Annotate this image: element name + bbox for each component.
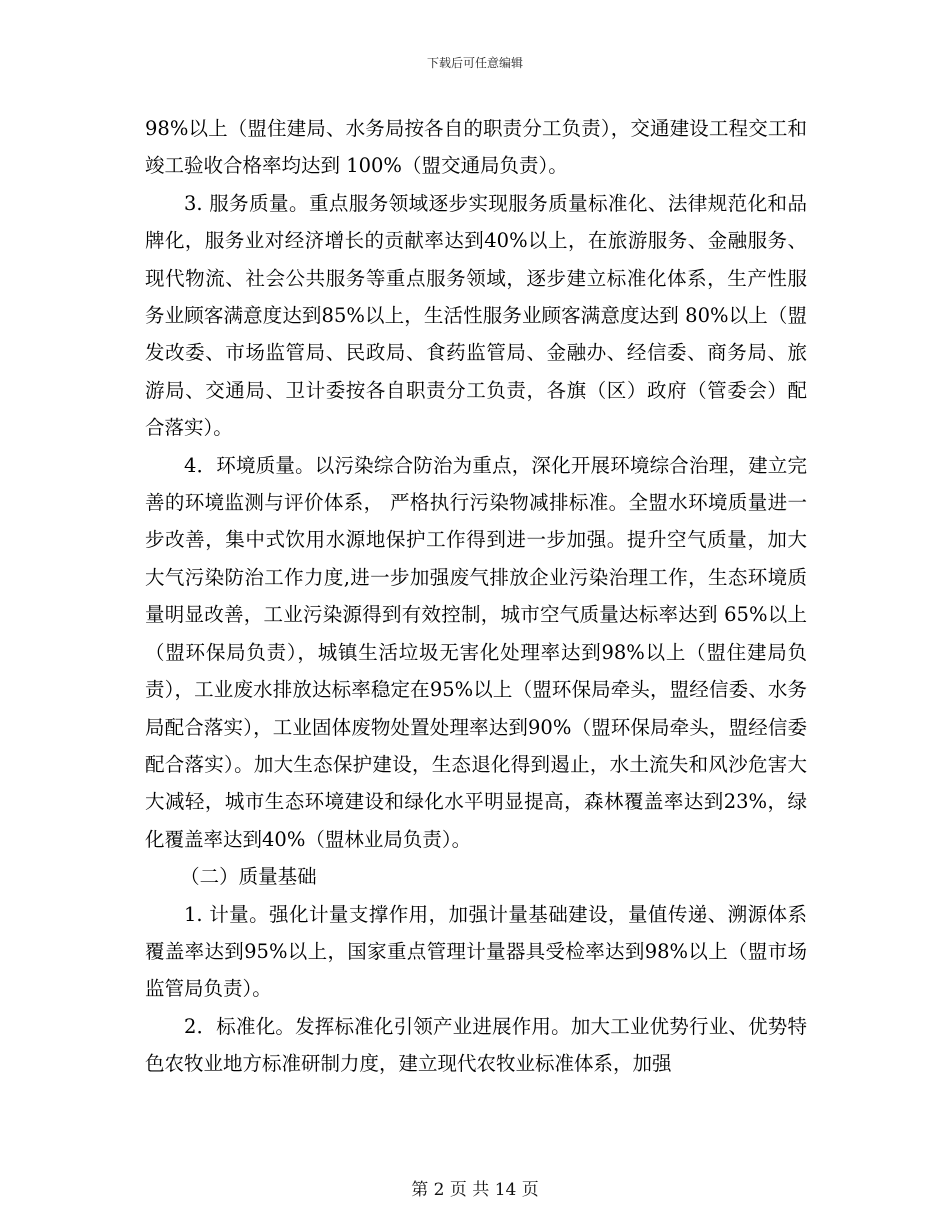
paragraph-continuation: 98%以上（盟住建局、水务局按各自的职责分工负责），交通建设工程交工和竣工验收合格率均达到 100%（盟交通局负责）。 (145, 117, 807, 178)
paragraph-metrology: 1. 计量。强化计量支撑作用，加强计量基础建设，量值传递、溯源体系覆盖率达到95%以上，国家重点管理计量器具受检率达到98%以上（盟市场监管局负责）。 (145, 902, 807, 1001)
paragraph-service-quality: 3. 服务质量。重点服务领域逐步实现服务质量标准化、法律规范化和品牌化，服务业对经济增长的贡献率达到40%以上，在旅游服务、金融服务、现代物流、社会公共服务等重点服务领域，逐步建立标准化体系，生产性服务业顾客满意度达到85%以上，生活性服务业顾客满意度达到 80%以上（盟发改委、市场监管局、民政局、食药监管局、金融办、经信委、商务局、旅游局、交通局、卫计委按各自职责分工负责，各旗（区）政府（管委会）配合落实）。 (145, 191, 807, 440)
paragraph-standardization: 2．标准化。发挥标准化引领产业进展作用。加大工业优势行业、优势特色农牧业地方标准研制力度，建立现代农牧业标准体系，加强 (145, 1014, 807, 1076)
paragraph-environment-quality: 4．环境质量。以污染综合防治为重点，深化开展环境综合治理，建立完善的环境监测与评价体系， 严格执行污染物减排标准。全盟水环境质量进一步改善，集中式饮用水源地保护工作得到进一步加强。提升空气质量，加大大气污染防治工作力度,进一步加强废气排放企业污染治理工作，生态环境质量明显改善，工业污染源得到有效控制，城市空气质量达标率达到 65%以上（盟环保局负责），城镇生活垃圾无害化处理率达到98%以上（盟住建局负责），工业废水排放达标率稳定在95%以上（盟环保局牵头，盟经信委、水务局配合落实），工业固体废物处置处理率达到90%（盟环保局牵头，盟经信委配合落实）。加大生态保护建设，生态退化得到遏止，水土流失和风沙危害大大减轻，城市生态环境建设和绿化水平明显提高，森林覆盖率达到23%，绿化覆盖率达到40%（盟林业局负责）。 (145, 453, 807, 851)
document-body (145, 110, 807, 1083)
page-header: 下载后可任意编辑 (426, 56, 523, 70)
page-number: 第 2 页 共 14 页 (411, 1180, 539, 1200)
section-heading-quality-foundation: （二）质量基础 (180, 865, 317, 889)
